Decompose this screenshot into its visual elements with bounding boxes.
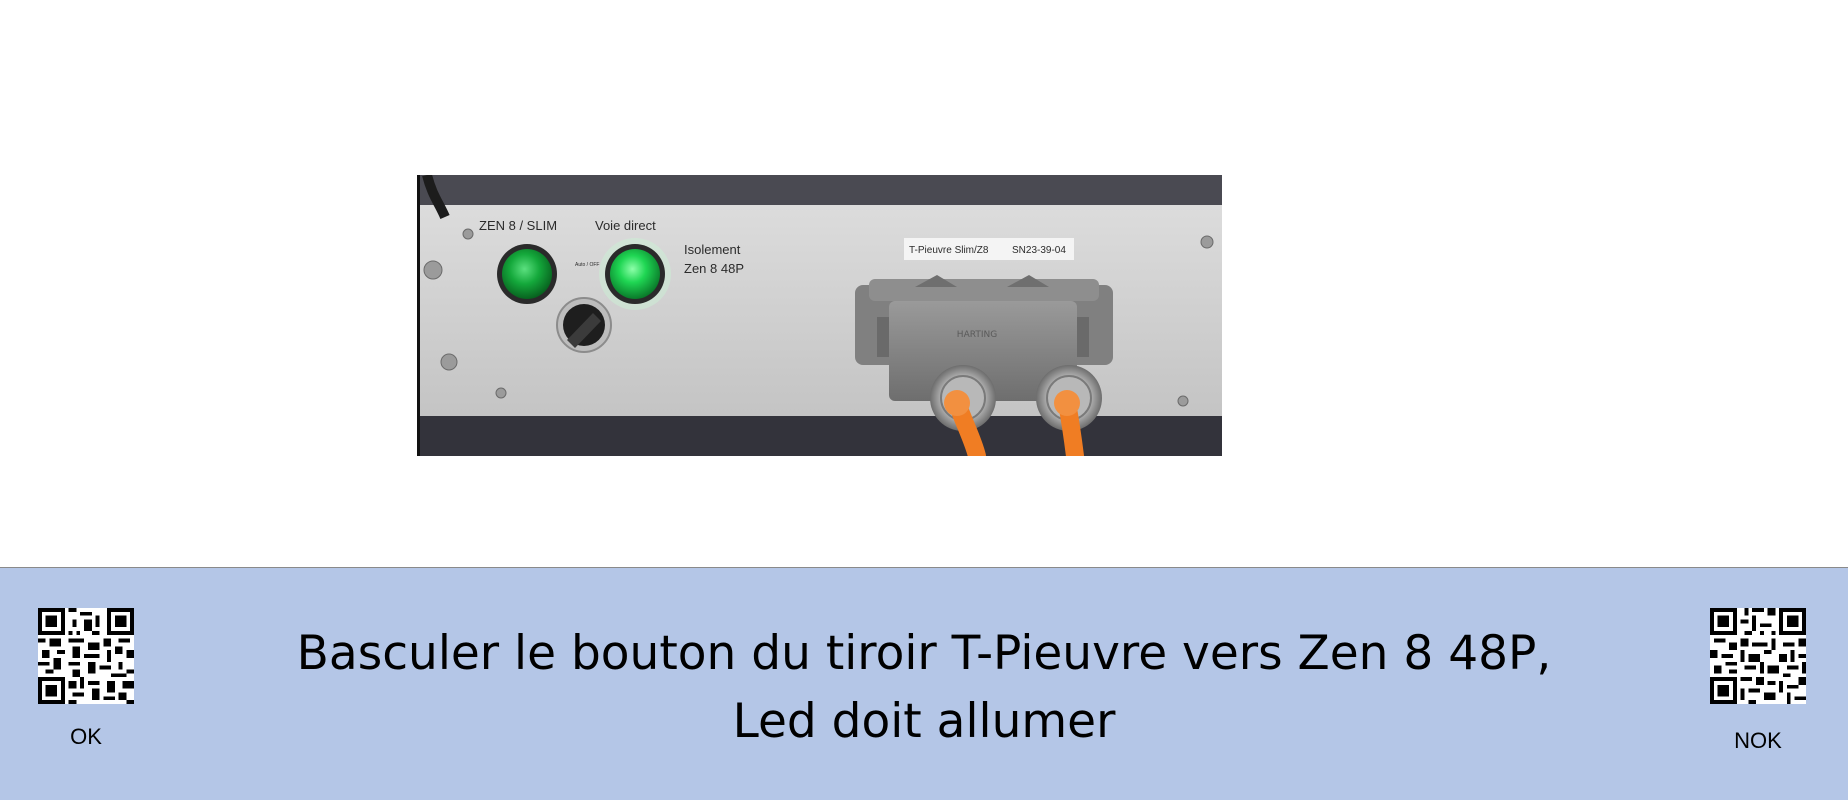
selector-switch[interactable]: [557, 298, 611, 352]
instruction-line-1: Basculer le bouton du tiroir T-Pieuvre vers Zen 8 48P,: [296, 626, 1552, 681]
instruction-line-2: Led doit allumer: [732, 694, 1116, 749]
svg-text:SN23-39-04: SN23-39-04: [1012, 245, 1066, 256]
instruction-band: [0, 567, 1848, 800]
qr-code-icon[interactable]: [38, 608, 134, 704]
instruction-text: [220, 620, 1628, 756]
ok-qr-block[interactable]: [36, 608, 136, 750]
label-isolement: Isolement: [684, 242, 741, 257]
led-voie-direct: [599, 238, 671, 310]
led-zen-slim: [497, 244, 557, 304]
svg-text:HARTING: HARTING: [956, 330, 998, 340]
label-zen-48p: Zen 8 48P: [684, 261, 744, 276]
ok-label: OK: [70, 724, 102, 749]
drawer-photo: [417, 175, 1222, 456]
svg-text:T-Pieuvre Slim/Z8: T-Pieuvre Slim/Z8: [909, 245, 989, 256]
nok-label: NOK: [1734, 728, 1782, 753]
label-voie-direct: Voie direct: [595, 218, 656, 233]
nok-qr-block[interactable]: [1708, 608, 1808, 754]
label-zen-slim: ZEN 8 / SLIM: [479, 218, 558, 233]
qr-code-icon[interactable]: [1710, 608, 1806, 704]
label-selector-small: Auto / OFF: [575, 262, 600, 268]
